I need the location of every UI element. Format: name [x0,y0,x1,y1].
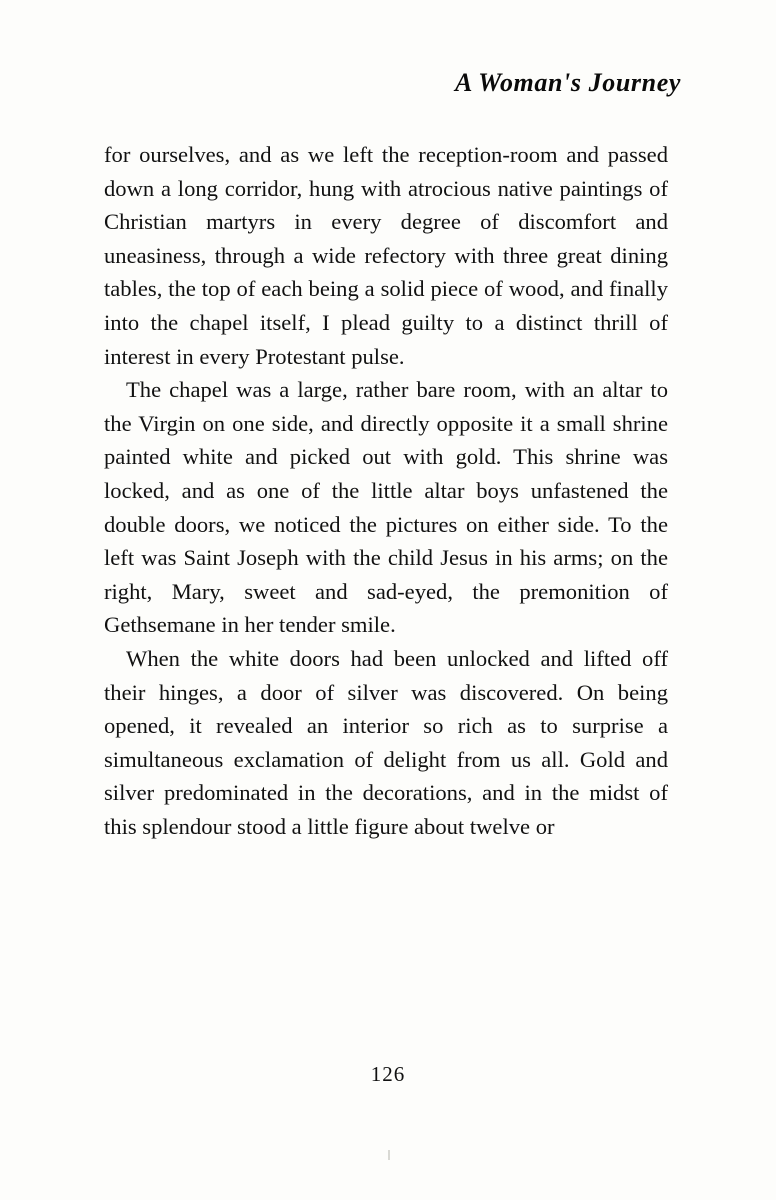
running-head-title: A Woman's Journey [455,68,681,97]
paragraph-1: for ourselves, and as we left the reception-room and passed down a long corridor, hung with atrocious native paintings of Christian martyrs in every degree of discomfort and uneasiness, through a wide refectory with three great dining tables, the top of each being a solid piece of wood, and finally into the chapel itself, I plead guilty to a distinct thrill of interest in every Protestant pulse. [104,142,668,369]
paragraph-2: The chapel was a large, rather bare room, with an altar to the Virgin on one side, and directly opposite it a small shrine painted white and picked out with gold. This shrine was locked, and as one of the little altar boys unfastened the double doors, we noticed the pictures on either side. To the left was Saint Joseph with the child Jesus in his arms; on the right, Mary, sweet and sad-eyed, the premonition of Gethsemane in her tender smile. [104,377,668,638]
page-speck [388,1150,390,1160]
page-number: 126 [370,1062,406,1086]
page-body-text [104,138,668,843]
paragraph-3: When the white doors had been unlocked and lifted off their hinges, a door of silver was discovered. On being opened, it revealed an interior so rich as to surprise a simultaneous exclamation of delight from us all. Gold and silver predominated in the decorations, and in the midst of this splendour stood a little figure about twelve or [104,645,668,839]
